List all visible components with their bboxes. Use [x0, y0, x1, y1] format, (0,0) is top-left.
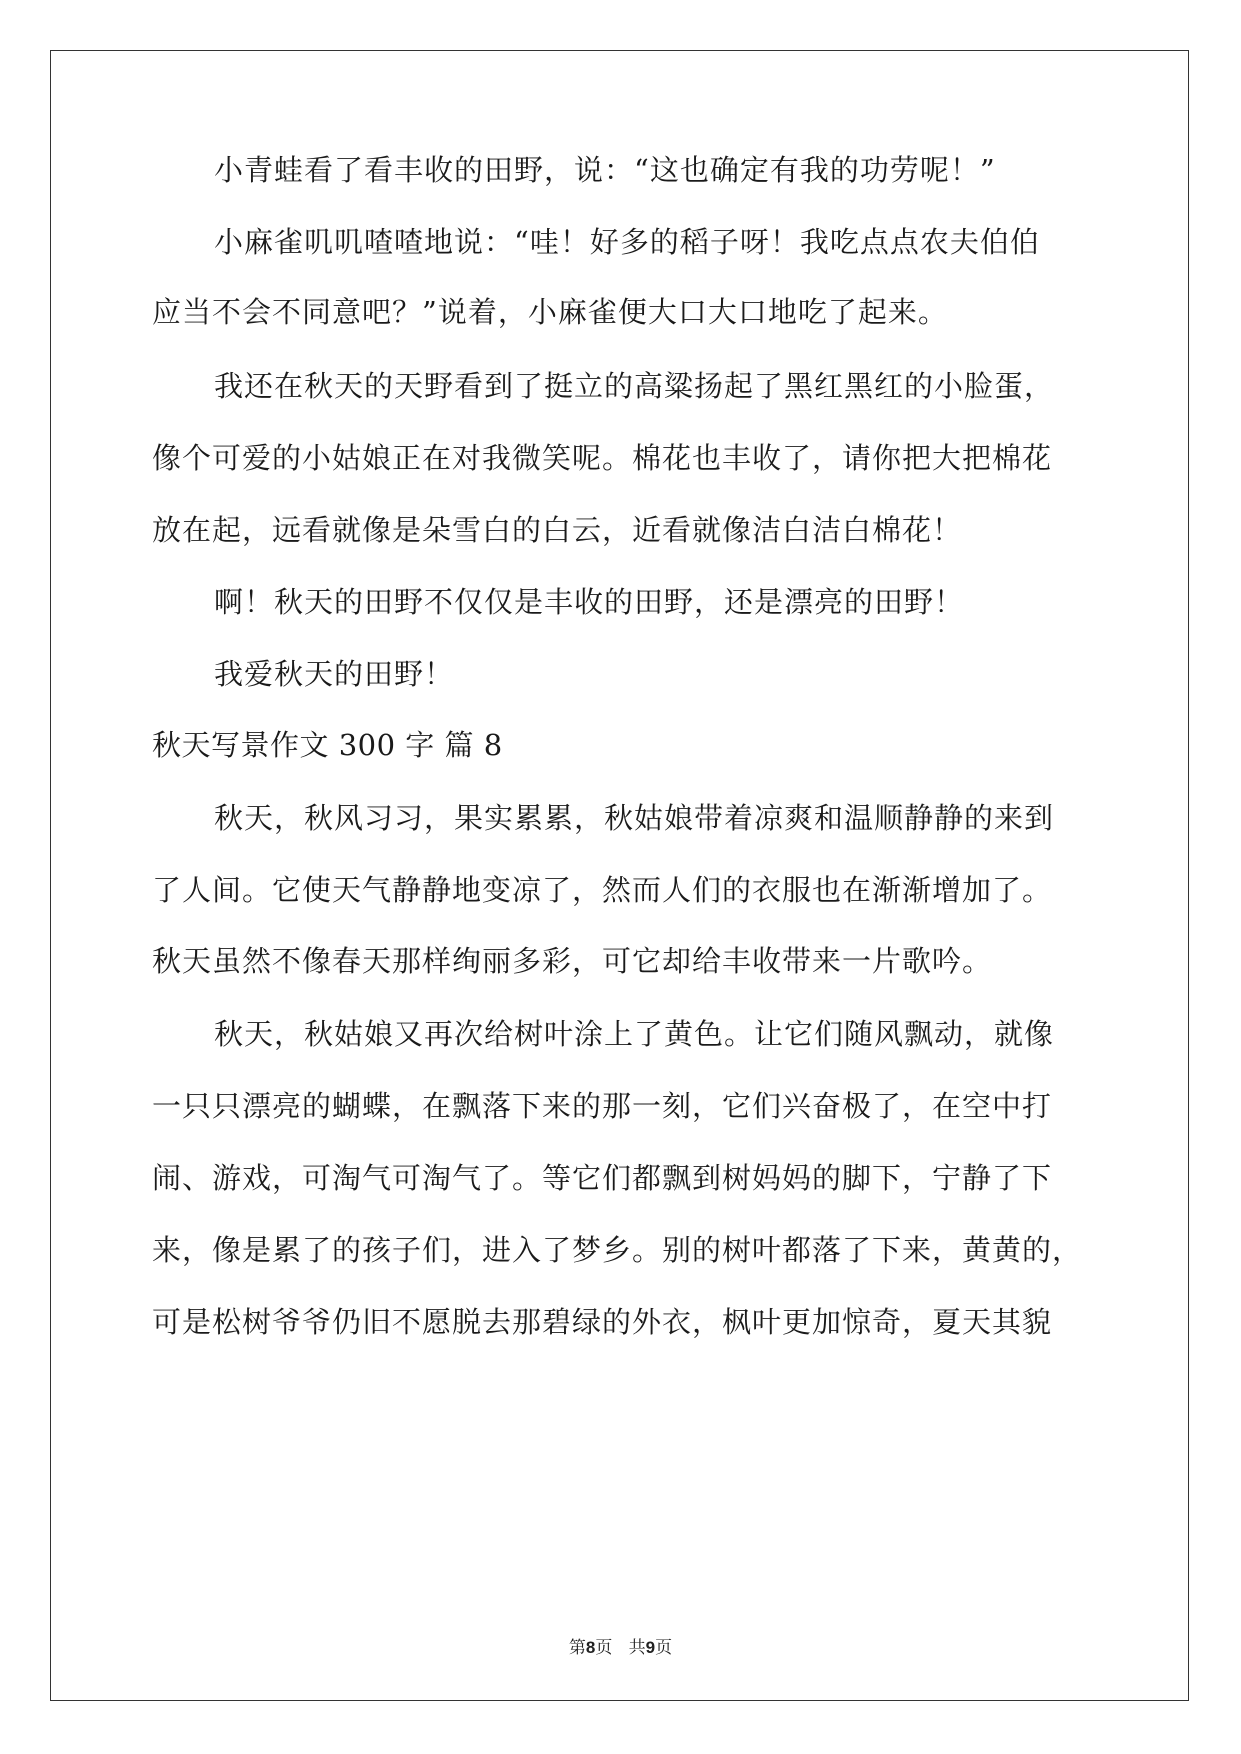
text-line: 闹、游戏，可淘气可淘气了。等它们都飘到树妈妈的脚下，宁静了下: [152, 1161, 1053, 1195]
text-line: 来，像是累了的孩子们，进入了梦乡。别的树叶都落了下来，黄黄的，: [152, 1233, 1083, 1267]
text-line: 我爱秋天的田野！: [214, 657, 455, 691]
section-heading: 秋天写景作文 300 字 篇 8: [152, 728, 503, 762]
text-line: 可是松树爷爷仍旧不愿脱去那碧绿的外衣，枫叶更加惊奇，夏天其貌: [152, 1305, 1053, 1339]
current-page-number: 8: [585, 1638, 596, 1657]
text-line: 秋天，秋姑娘又再次给树叶涂上了黄色。让它们随风飘动，就像: [214, 1017, 1055, 1051]
text-line: 应当不会不同意吧？”说着，小麻雀便大口大口地吃了起来。: [152, 295, 948, 329]
text-line: 像个可爱的小姑娘正在对我微笑呢。棉花也丰收了，请你把大把棉花: [152, 441, 1053, 475]
text-line: 秋天，秋风习习，果实累累，秋姑娘带着凉爽和温顺静静的来到: [214, 801, 1055, 835]
footer-mid: 页 共: [595, 1638, 646, 1658]
text-line: 我还在秋天的天野看到了挺立的高粱扬起了黑红黑红的小脸蛋，: [214, 369, 1055, 403]
total-pages-number: 9: [645, 1638, 656, 1657]
text-line: 一只只漂亮的蝴蝶，在飘落下来的那一刻，它们兴奋极了，在空中打: [152, 1089, 1053, 1123]
footer-prefix: 第: [568, 1638, 586, 1658]
text-line: 放在起，远看就像是朵雪白的白云，近看就像洁白洁白棉花！: [152, 513, 963, 547]
text-line: 小麻雀叽叽喳喳地说：“哇！好多的稻子呀！我吃点点农夫伯伯: [214, 225, 1040, 259]
page-footer: [0, 1636, 1241, 1660]
text-line: 秋天虽然不像春天那样绚丽多彩，可它却给丰收带来一片歌吟。: [152, 944, 993, 978]
text-line: 了人间。它使天气静静地变凉了，然而人们的衣服也在渐渐增加了。: [152, 873, 1053, 907]
footer-suffix: 页: [655, 1638, 673, 1658]
text-line: 啊！秋天的田野不仅仅是丰收的田野，还是漂亮的田野！: [214, 585, 965, 619]
text-line: 小青蛙看了看丰收的田野，说：“这也确定有我的功劳呢！”: [214, 153, 996, 187]
